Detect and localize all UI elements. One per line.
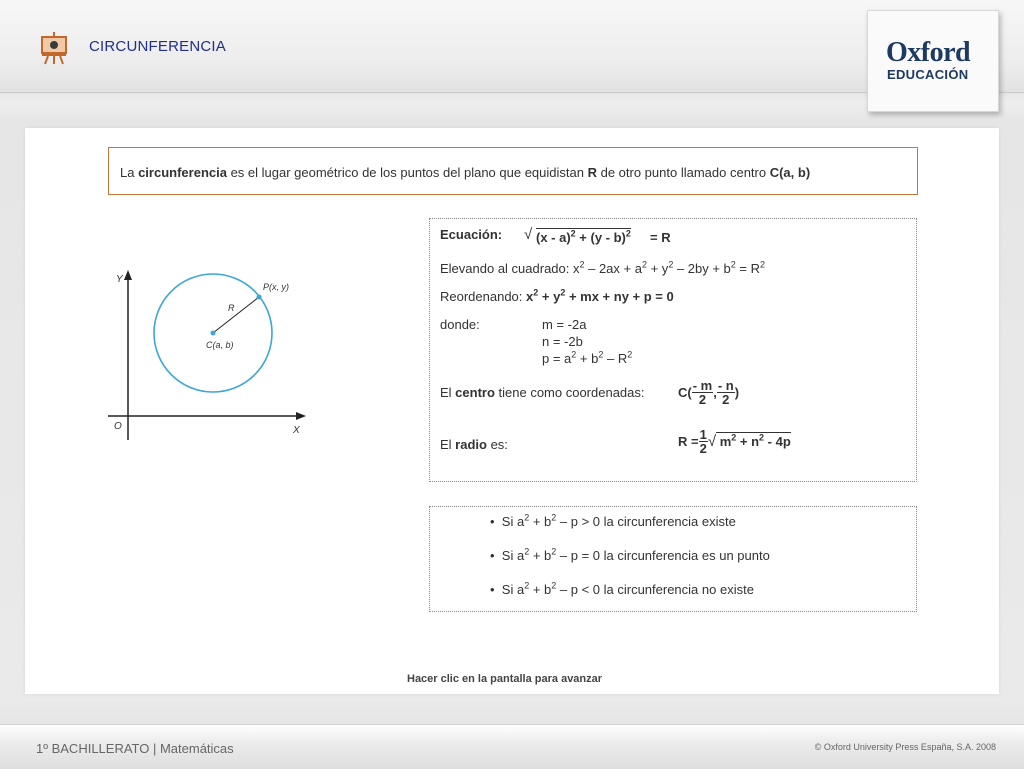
origin-label: O [114,421,122,432]
ecuacion-row [440,226,671,245]
conditions-box [429,506,917,612]
radio-frac-half: $\frac{1}{2}$ [699,427,707,456]
presentation-board-icon [40,31,68,65]
sqrt-symbol: √ [524,226,533,243]
footer-bar [0,724,1024,769]
centro-frac-m: $\frac{- m}{2}$ [692,378,713,407]
donde-label: donde: [440,317,480,332]
logo-text-educacion: EDUCACIÓN [887,67,969,82]
definition-pre: La [120,165,139,180]
course-label: 1º BACHILLERATO | Matemáticas [36,741,234,756]
x-axis-label: X [293,425,300,436]
center-point [211,331,216,336]
centro-formula: C( $\frac{- m}{2}$ , $\frac{- n}{2}$ ) [678,378,740,407]
circle-point [257,295,262,300]
condition-item: • Si $a^2 + b^2 - p < 0$ la circunferencia no existe [490,580,754,597]
p-definition: $p = a^2 + b^2 - R^2$ [542,349,633,366]
n-definition: n = -2b [542,334,583,349]
advance-prompt[interactable]: Hacer clic en la pantalla para avanzar [407,673,603,685]
reordenando-row: Reordenando: $x^2 + y^2$ + mx + ny + p = 0 [440,287,674,304]
circle-diagram [104,264,316,444]
equations-box [429,218,917,482]
condition-item: • Si $a^2 + b^2 - p > 0$ la circunferencia existe [490,512,736,529]
radius-label: R [228,303,235,313]
term-center: C(a, b) [769,165,811,180]
radio-formula: R = $\frac{1}{2}$ √ $m^2 + n^2 - 4p$ [678,427,791,456]
term-circunferencia: circunferencia [138,165,227,180]
definition-mid: es el lugar geométrico de los puntos del plano que equidistan [226,165,588,180]
page-title: CIRCUNFERENCIA [89,38,226,55]
oxford-logo [867,10,999,112]
y-axis-arrow [124,270,132,280]
centro-frac-n: $\frac{- n}{2}$ [717,378,734,407]
ecuacion-label: Ecuación: [440,227,503,242]
y-axis-label: Y [116,274,123,285]
centro-row: El centro tiene como coordenadas: [440,385,645,400]
definition-box [108,147,918,195]
radio-row: El radio es: [440,437,508,452]
term-r: R [587,165,597,180]
definition-post: de otro punto llamado centro [596,165,770,180]
radius-line [213,297,259,333]
m-definition: m = -2a [542,317,587,332]
copyright-text: © Oxford University Press España, S.A. 2008 [814,742,996,752]
point-label: P(x, y) [263,282,289,292]
elevando-row: Elevando al cuadrado: $x^2 - 2ax + a^2 + y^2 - 2by + b^2 = R^2$ [440,259,766,276]
center-label: C(a, b) [206,340,234,350]
definition-text [120,165,810,180]
ecuacion-rhs: = R [650,230,671,245]
radio-sqrt-symbol: √ [707,433,717,450]
x-axis-arrow [296,412,306,420]
ecuacion-formula: (x - a)$^2$ + (y - b)$^2$ [536,228,631,245]
condition-item: • Si $a^2 + b^2 - p = 0$ la circunferencia es un punto [490,546,770,563]
logo-text-oxford: Oxford [886,37,971,68]
